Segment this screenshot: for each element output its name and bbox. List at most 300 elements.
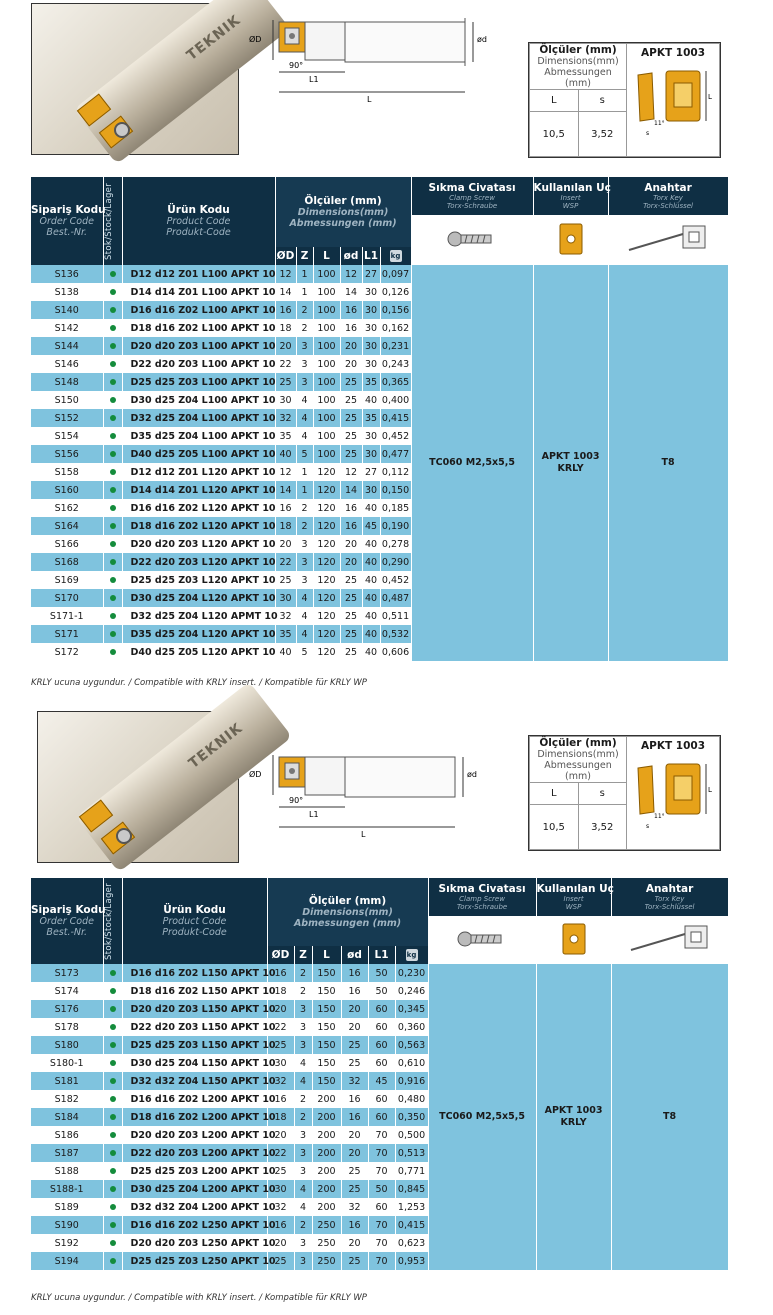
- length-L: 120: [313, 499, 340, 517]
- order-code: S186: [31, 1126, 103, 1144]
- product-code: D18 d16 Z02 L150 APKT 10: [122, 982, 267, 1000]
- dia-d: 25: [340, 391, 362, 409]
- dia-d: 16: [340, 499, 362, 517]
- product-code: D25 d25 Z03 L250 APKT 10: [122, 1252, 267, 1270]
- teeth-Z: 5: [296, 643, 313, 661]
- dia-D: 20: [267, 1000, 294, 1018]
- dia-D: 25: [275, 571, 296, 589]
- dia-D: 22: [267, 1018, 294, 1036]
- order-code: S188-1: [31, 1180, 103, 1198]
- length-L: 250: [312, 1216, 341, 1234]
- dia-D: 14: [275, 481, 296, 499]
- dia-d: 25: [340, 643, 362, 661]
- teeth-Z: 4: [296, 427, 313, 445]
- weight: 0,162: [380, 319, 411, 337]
- in-stock-dot-icon: [110, 1042, 116, 1048]
- order-code: S148: [31, 373, 103, 391]
- length-L1: 35: [362, 373, 380, 391]
- order-code: S169: [31, 571, 103, 589]
- dia-d: 14: [340, 481, 362, 499]
- in-stock-dot-icon: [110, 1096, 116, 1102]
- order-code: S172: [31, 643, 103, 661]
- stock-indicator: [103, 409, 122, 427]
- length-L: 250: [312, 1252, 341, 1270]
- weight: 0,365: [380, 373, 411, 391]
- stock-indicator: [103, 427, 122, 445]
- product-code: D30 d25 Z04 L200 APKT 10: [122, 1180, 267, 1198]
- product-code: D20 d20 Z03 L120 APKT 10: [122, 535, 275, 553]
- teeth-Z: 1: [296, 481, 313, 499]
- dia-d: 16: [341, 1108, 368, 1126]
- in-stock-dot-icon: [110, 469, 116, 475]
- length-L1: 50: [368, 1180, 395, 1198]
- product-table-2: Sipariş Kodu Order Code Best.-Nr. Stok/Stock/Lager Ürün Kodu Product Code Produkt-Code Ölçüler (mm) Dimensions(mm) Abmessungen (mm) Sıkma Civatası Clamp Screw Torx-Schraube Kullanılan Uç Insert WSP Anahtar Torx Key Torx-Schlüssel ØD Z L ød L1 kg S173 D16 d16 Z02 L150 APKT 10 16 2 150 16 50 0,230 TC060 M2,5x5,5 APKT 1003 KRLY T8 S174 D18 d16 Z02 L150 APKT 10 18 2 150 16 50 0,246 S176 D20 d20 Z03 L150 APKT 10 20 3 150 20 60 0,345 S178 D22 d20 Z03 L150 APKT 10 22 3 150 20 60 0,360 S180 D25 d25 Z03 L150 APKT 10 25 3 150 25 60 0,563 S180-1 D30 d25 Z04 L150 APKT 10 30 4 150 25 60 0,610 S181 D32 d32 Z04 L150 APKT 10 32 4 150 32 45 0,916 S182 D16 d16 Z02 L200 APKT 10 16 2 200 16 60 0,480 S184 D18 d16 Z02 L200 APKT 10 18 2 200 16 60 0,350 S186 D20 d20 Z03 L200 APKT 10 20 3 200 20 70 0,500 S187 D22 d20 Z03 L200 APKT 10 22 3 200 20 70 0,513 S188 D25 d25 Z03 L200 APKT 10 25 3 200 25 70 0,771 S188-1 D30 d25 Z04 L200 APKT 10 30 4 200 25 50 0,845 S189 D32 d32 Z04 L200 APKT 10 32 4 200 32 60 1,253 S190 D16 d16 Z02 L250 APKT 10 16 2 250 16 70 0,415 S192 D20 d20 Z03 L250 APKT 10 20 3 250 20 70 0,623 S194 D25 d25 Z03 L250 APKT 10 25 3 250 25 70 0,953: [31, 878, 729, 1270]
- length-L1: 70: [368, 1162, 395, 1180]
- dia-d: 25: [341, 1252, 368, 1270]
- teeth-Z: 3: [296, 553, 313, 571]
- product-code: D16 d16 Z02 L120 APKT 10: [122, 499, 275, 517]
- teeth-Z: 1: [296, 463, 313, 481]
- length-L1: 30: [362, 301, 380, 319]
- dia-d: 20: [341, 1000, 368, 1018]
- order-code: S142: [31, 319, 103, 337]
- col-length-L: L: [312, 946, 341, 964]
- weight: 0,415: [380, 409, 411, 427]
- in-stock-dot-icon: [110, 595, 116, 601]
- dia-D: 16: [275, 301, 296, 319]
- length-L1: 30: [362, 445, 380, 463]
- product-code: D18 d16 Z02 L120 APKT 10: [122, 517, 275, 535]
- order-code: S189: [31, 1198, 103, 1216]
- product-code: D32 d32 Z04 L200 APKT 10: [122, 1198, 267, 1216]
- product-code: D18 d16 Z02 L100 APKT 10: [122, 319, 275, 337]
- teeth-Z: 4: [296, 607, 313, 625]
- order-code: S152: [31, 409, 103, 427]
- length-L1: 40: [362, 499, 380, 517]
- length-L: 150: [312, 1036, 341, 1054]
- drawing-label-dD: ØD: [249, 35, 262, 44]
- weight: 0,190: [380, 517, 411, 535]
- length-L: 100: [313, 409, 340, 427]
- dia-D: 20: [275, 337, 296, 355]
- tool-photo: [37, 711, 246, 863]
- drawing-label-angle: 90°: [289, 796, 304, 805]
- svg-text:11°: 11°: [654, 813, 665, 820]
- length-L: 150: [312, 982, 341, 1000]
- teeth-Z: 4: [296, 589, 313, 607]
- teeth-Z: 3: [294, 1036, 312, 1054]
- in-stock-dot-icon: [110, 559, 116, 565]
- dia-D: 30: [275, 589, 296, 607]
- length-L1: 45: [362, 517, 380, 535]
- dia-D: 32: [267, 1072, 294, 1090]
- length-L1: 27: [362, 463, 380, 481]
- dia-D: 22: [275, 355, 296, 373]
- svg-text:L: L: [708, 93, 712, 101]
- dia-d: 25: [340, 373, 362, 391]
- header-order-code: Sipariş Kodu: [31, 204, 106, 216]
- weight: 0,953: [395, 1252, 428, 1270]
- weight: 0,513: [395, 1144, 428, 1162]
- length-L: 100: [313, 319, 340, 337]
- stock-indicator: [103, 1036, 122, 1054]
- dia-D: 20: [275, 535, 296, 553]
- dia-d: 16: [341, 1216, 368, 1234]
- weight: 0,563: [395, 1036, 428, 1054]
- weight-icon: kg: [406, 951, 417, 959]
- product-code: D12 d12 Z01 L100 APKT 10: [122, 265, 275, 283]
- length-L1: 70: [368, 1234, 395, 1252]
- length-L: 120: [313, 517, 340, 535]
- teeth-Z: 4: [294, 1198, 312, 1216]
- length-L1: 40: [362, 643, 380, 661]
- order-code: S138: [31, 283, 103, 301]
- weight: 0,452: [380, 571, 411, 589]
- key-value: T8: [611, 964, 728, 1270]
- product-code: D22 d20 Z03 L200 APKT 10: [122, 1144, 267, 1162]
- order-code: S146: [31, 355, 103, 373]
- dia-D: 25: [267, 1036, 294, 1054]
- dim-title: Ölçüler (mm): [539, 737, 617, 749]
- in-stock-dot-icon: [110, 988, 116, 994]
- in-stock-dot-icon: [110, 1168, 116, 1174]
- drawing-label-L: L: [361, 830, 366, 839]
- order-code: S158: [31, 463, 103, 481]
- product-code: D40 d25 Z05 L100 APKT 10: [122, 445, 275, 463]
- order-code: S190: [31, 1216, 103, 1234]
- weight: 0,916: [395, 1072, 428, 1090]
- dia-d: 25: [340, 625, 362, 643]
- in-stock-dot-icon: [110, 1114, 116, 1120]
- weight: 0,243: [380, 355, 411, 373]
- length-L1: 40: [362, 571, 380, 589]
- col-length-L1: L1: [362, 247, 380, 265]
- insert-value: APKT 1003 KRLY: [536, 964, 611, 1270]
- teeth-Z: 2: [296, 301, 313, 319]
- stock-indicator: [103, 283, 122, 301]
- dia-D: 18: [267, 982, 294, 1000]
- teeth-Z: 1: [296, 265, 313, 283]
- length-L: 200: [312, 1144, 341, 1162]
- order-code: S171-1: [31, 607, 103, 625]
- stock-indicator: [103, 964, 122, 982]
- dia-d: 32: [341, 1198, 368, 1216]
- stock-indicator: [103, 1162, 122, 1180]
- in-stock-dot-icon: [110, 343, 116, 349]
- key-value: T8: [608, 265, 728, 661]
- in-stock-dot-icon: [110, 1204, 116, 1210]
- screw-icon: [411, 215, 533, 265]
- in-stock-dot-icon: [110, 1150, 116, 1156]
- in-stock-dot-icon: [110, 325, 116, 331]
- col-diameter-D: ØD: [275, 247, 296, 265]
- in-stock-dot-icon: [110, 631, 116, 637]
- dia-d: 16: [340, 301, 362, 319]
- dia-D: 18: [275, 517, 296, 535]
- length-L1: 40: [362, 391, 380, 409]
- dia-D: 14: [275, 283, 296, 301]
- order-code: S156: [31, 445, 103, 463]
- dia-d: 20: [340, 337, 362, 355]
- product-code: D30 d25 Z04 L120 APKT 10: [122, 589, 275, 607]
- stock-indicator: [103, 1234, 122, 1252]
- product-code: D18 d16 Z02 L200 APKT 10: [122, 1108, 267, 1126]
- teeth-Z: 3: [294, 1018, 312, 1036]
- weight: 0,623: [395, 1234, 428, 1252]
- teeth-Z: 2: [296, 319, 313, 337]
- photo-brand: TEKNIK: [183, 12, 244, 64]
- col-length-L1: L1: [368, 946, 395, 964]
- length-L: 150: [312, 1018, 341, 1036]
- length-L1: 60: [368, 1036, 395, 1054]
- product-code: D25 d25 Z03 L100 APKT 10: [122, 373, 275, 391]
- length-L1: 30: [362, 481, 380, 499]
- length-L1: 60: [368, 1198, 395, 1216]
- header-insert: Kullanılan Uç: [533, 182, 611, 194]
- col-teeth-Z: Z: [294, 946, 312, 964]
- order-code: S171: [31, 625, 103, 643]
- length-L1: 70: [368, 1252, 395, 1270]
- header-dimensions: Ölçüler (mm): [308, 895, 387, 907]
- header-product-code: Ürün Kodu: [163, 904, 226, 916]
- header-clamp-screw: Sıkma Civatası: [428, 182, 516, 194]
- order-code: S194: [31, 1252, 103, 1270]
- stock-indicator: [103, 1072, 122, 1090]
- length-L1: 45: [368, 1072, 395, 1090]
- product-code: D32 d25 Z04 L120 APMT 10: [122, 607, 275, 625]
- length-L: 100: [313, 283, 340, 301]
- length-L: 150: [312, 964, 341, 982]
- header-stock: Stok/Stock/Lager: [103, 882, 114, 960]
- dia-D: 35: [275, 427, 296, 445]
- svg-text:s: s: [646, 130, 650, 137]
- stock-indicator: [103, 319, 122, 337]
- product-code: D22 d20 Z03 L120 APKT 10: [122, 553, 275, 571]
- length-L1: 60: [368, 1000, 395, 1018]
- teeth-Z: 2: [296, 517, 313, 535]
- stock-indicator: [103, 1090, 122, 1108]
- weight: 0,480: [395, 1090, 428, 1108]
- in-stock-dot-icon: [110, 1222, 116, 1228]
- compat-note-2: KRLY ucuna uygundur. / Compatible with KRLY insert. / Kompatible für KRLY WP: [31, 1293, 367, 1303]
- in-stock-dot-icon: [110, 1186, 116, 1192]
- teeth-Z: 3: [294, 1144, 312, 1162]
- length-L: 120: [313, 481, 340, 499]
- length-L: 100: [313, 373, 340, 391]
- stock-indicator: [103, 1054, 122, 1072]
- weight: 0,845: [395, 1180, 428, 1198]
- length-L: 120: [313, 553, 340, 571]
- dia-D: 20: [267, 1234, 294, 1252]
- stock-indicator: [103, 445, 122, 463]
- in-stock-dot-icon: [110, 541, 116, 547]
- dia-d: 20: [340, 553, 362, 571]
- product-code: D20 d20 Z03 L100 APKT 10: [122, 337, 275, 355]
- stock-indicator: [103, 517, 122, 535]
- order-code: S168: [31, 553, 103, 571]
- photo-brand: TEKNIK: [185, 720, 246, 772]
- screw-value: TC060 M2,5x5,5: [428, 964, 536, 1270]
- product-code: D35 d25 Z04 L120 APKT 10: [122, 625, 275, 643]
- value-L: 10,5: [530, 112, 579, 157]
- dia-D: 18: [275, 319, 296, 337]
- col-diameter-d: ød: [341, 946, 368, 964]
- product-code: D16 d16 Z02 L150 APKT 10: [122, 964, 267, 982]
- dia-d: 20: [341, 1144, 368, 1162]
- order-code: S150: [31, 391, 103, 409]
- length-L1: 60: [368, 1054, 395, 1072]
- stock-indicator: [103, 1018, 122, 1036]
- weight: 0,477: [380, 445, 411, 463]
- dia-d: 20: [340, 355, 362, 373]
- order-code: S160: [31, 481, 103, 499]
- length-L1: 40: [362, 625, 380, 643]
- in-stock-dot-icon: [110, 289, 116, 295]
- length-L: 200: [312, 1162, 341, 1180]
- weight: 0,230: [395, 964, 428, 982]
- weight: 0,452: [380, 427, 411, 445]
- in-stock-dot-icon: [110, 271, 116, 277]
- stock-indicator: [103, 1198, 122, 1216]
- in-stock-dot-icon: [110, 361, 116, 367]
- teeth-Z: 3: [296, 373, 313, 391]
- order-code: S144: [31, 337, 103, 355]
- length-L: 100: [313, 337, 340, 355]
- dia-d: 16: [341, 982, 368, 1000]
- in-stock-dot-icon: [110, 1132, 116, 1138]
- order-code: S164: [31, 517, 103, 535]
- header-insert: Kullanılan Uç: [536, 883, 614, 895]
- svg-text:L: L: [708, 786, 712, 794]
- product-code: D30 d25 Z04 L100 APKT 10: [122, 391, 275, 409]
- weight: 0,360: [395, 1018, 428, 1036]
- in-stock-dot-icon: [110, 577, 116, 583]
- dia-d: 20: [341, 1126, 368, 1144]
- stock-indicator: [103, 1144, 122, 1162]
- stock-indicator: [103, 607, 122, 625]
- dia-d: 25: [340, 607, 362, 625]
- weight: 0,606: [380, 643, 411, 661]
- teeth-Z: 3: [294, 1000, 312, 1018]
- product-code: D16 d16 Z02 L200 APKT 10: [122, 1090, 267, 1108]
- teeth-Z: 4: [294, 1180, 312, 1198]
- product-code: D20 d20 Z03 L150 APKT 10: [122, 1000, 267, 1018]
- length-L1: 70: [368, 1126, 395, 1144]
- stock-indicator: [103, 553, 122, 571]
- insert-title: APKT 1003: [641, 740, 705, 752]
- stock-indicator: [103, 355, 122, 373]
- header-dimensions: Ölçüler (mm): [304, 195, 382, 207]
- in-stock-dot-icon: [110, 379, 116, 385]
- drawing-label-dD: ØD: [249, 770, 262, 779]
- length-L: 200: [312, 1126, 341, 1144]
- length-L: 100: [313, 265, 340, 283]
- dia-D: 16: [267, 1090, 294, 1108]
- dia-d: 12: [340, 463, 362, 481]
- product-code: D20 d20 Z03 L200 APKT 10: [122, 1126, 267, 1144]
- product-code: D12 d12 Z01 L120 APKT 10: [122, 463, 275, 481]
- length-L1: 30: [362, 337, 380, 355]
- teeth-Z: 3: [294, 1162, 312, 1180]
- dia-d: 14: [340, 283, 362, 301]
- dia-D: 12: [275, 265, 296, 283]
- length-L1: 60: [368, 1018, 395, 1036]
- dia-D: 40: [275, 445, 296, 463]
- length-L: 150: [312, 1054, 341, 1072]
- dia-D: 12: [275, 463, 296, 481]
- drawing-label-dd: ød: [477, 35, 487, 44]
- stock-indicator: [103, 1126, 122, 1144]
- weight: 0,532: [380, 625, 411, 643]
- stock-indicator: [103, 982, 122, 1000]
- dia-d: 25: [341, 1054, 368, 1072]
- in-stock-dot-icon: [110, 433, 116, 439]
- dia-D: 16: [275, 499, 296, 517]
- teeth-Z: 3: [296, 337, 313, 355]
- product-code: D25 d25 Z03 L120 APKT 10: [122, 571, 275, 589]
- length-L: 250: [312, 1234, 341, 1252]
- length-L: 150: [312, 1000, 341, 1018]
- weight: 0,345: [395, 1000, 428, 1018]
- stock-indicator: [103, 1216, 122, 1234]
- in-stock-dot-icon: [110, 970, 116, 976]
- torx-key-icon: [608, 215, 728, 265]
- teeth-Z: 4: [296, 409, 313, 427]
- product-code: D14 d14 Z01 L120 APKT 10: [122, 481, 275, 499]
- weight: 0,290: [380, 553, 411, 571]
- in-stock-dot-icon: [110, 451, 116, 457]
- length-L1: 70: [368, 1216, 395, 1234]
- order-code: S180-1: [31, 1054, 103, 1072]
- stock-indicator: [103, 373, 122, 391]
- dia-D: 16: [267, 964, 294, 982]
- weight-icon: kg: [390, 252, 401, 260]
- weight: 0,156: [380, 301, 411, 319]
- stock-indicator: [103, 1252, 122, 1270]
- value-s: 3,52: [578, 805, 627, 850]
- length-L1: 60: [368, 1090, 395, 1108]
- stock-indicator: [103, 1108, 122, 1126]
- header-clamp-screw: Sıkma Civatası: [438, 883, 526, 895]
- weight: 0,185: [380, 499, 411, 517]
- stock-indicator: [103, 265, 122, 283]
- teeth-Z: 3: [296, 535, 313, 553]
- length-L: 100: [313, 355, 340, 373]
- col-diameter-d: ød: [340, 247, 362, 265]
- header-torx-key: Anahtar: [644, 182, 692, 194]
- length-L1: 40: [362, 607, 380, 625]
- dia-D: 40: [275, 643, 296, 661]
- length-L1: 50: [368, 964, 395, 982]
- teeth-Z: 3: [296, 571, 313, 589]
- teeth-Z: 4: [294, 1054, 312, 1072]
- length-L1: 30: [362, 283, 380, 301]
- teeth-Z: 2: [294, 1090, 312, 1108]
- order-code: S162: [31, 499, 103, 517]
- weight: 0,246: [395, 982, 428, 1000]
- weight: 0,771: [395, 1162, 428, 1180]
- in-stock-dot-icon: [110, 505, 116, 511]
- tool-photo: [31, 3, 244, 155]
- stock-indicator: [103, 391, 122, 409]
- length-L: 100: [313, 427, 340, 445]
- teeth-Z: 4: [296, 391, 313, 409]
- dia-d: 25: [341, 1162, 368, 1180]
- length-L1: 40: [362, 553, 380, 571]
- dia-d: 16: [341, 964, 368, 982]
- drawing-label-angle: 90°: [289, 61, 304, 70]
- dia-d: 20: [341, 1018, 368, 1036]
